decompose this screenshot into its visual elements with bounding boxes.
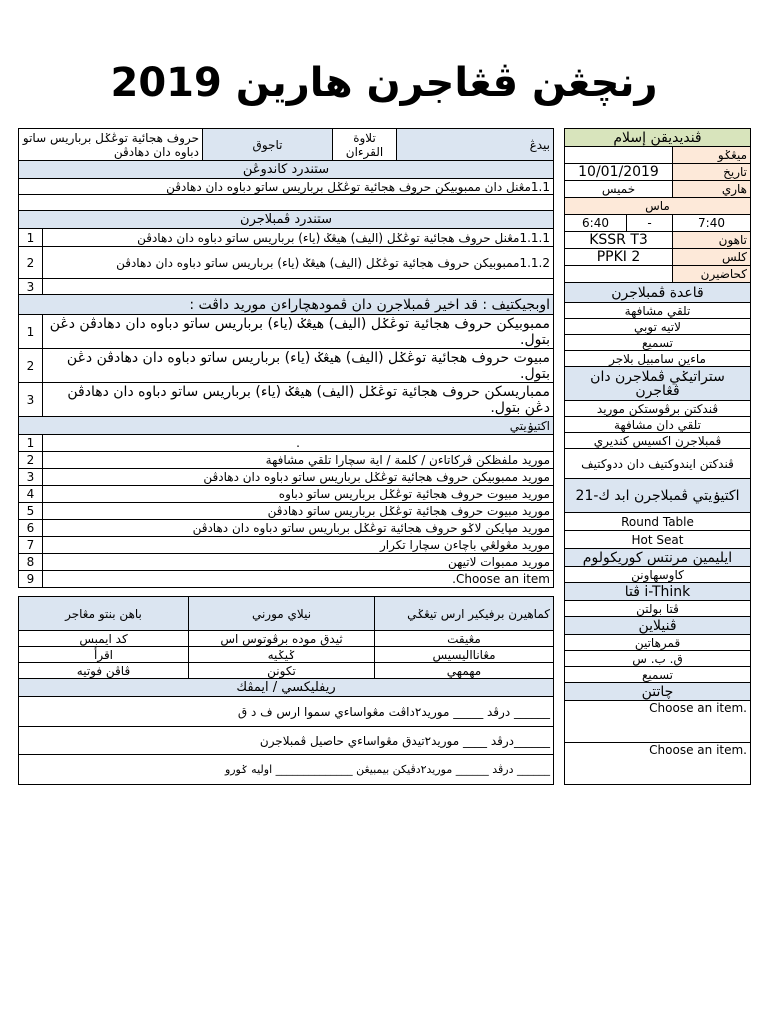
reflection-line: ______ درڤد ______ موريد٢دڤيكن بيمبيڠن ______________ اوليه ݢورو: [19, 755, 554, 785]
hots-item: مهمهي: [375, 663, 554, 679]
values-header: نيلاي مورني: [189, 597, 375, 631]
day-label: هاري: [673, 181, 751, 198]
notes-choose-item[interactable]: Choose an item.: [565, 743, 751, 785]
reflection-line: ______ درڤد _____ موريد٢داڤت مڠواساءي سموا ارس ف د ق: [19, 697, 554, 727]
teaching-aid-item: اقرأ: [19, 647, 189, 663]
date-label: تاريخ: [673, 164, 751, 181]
strategy-item: تلقي دان مشافهة: [565, 417, 751, 433]
notes-label: چاتتن: [565, 683, 751, 701]
time-separator: -: [627, 215, 673, 232]
objective-item: ممبوبيكن حروف هجائية توڠݢل (اليف) هيڠݢ (ياء) برباريس ساتو دباوه دان دهادڤن دڠن بتول.: [43, 315, 554, 349]
learning-standard-item: [43, 279, 554, 295]
learning-standard-item: 1.1.1مڠنل حروف هجائية توڠݢل (اليف) هيڠݢ (ياء) برباريس ساتو دباوه دان دهادڤن: [43, 229, 554, 247]
assessment-item: ق. ب. س: [565, 651, 751, 667]
notes-choose-item[interactable]: Choose an item.: [565, 701, 751, 743]
learning-standard-number: 2: [19, 247, 43, 279]
topic-label: تاجوق: [203, 129, 333, 161]
teaching-aids-header: باهن بنتو مڠاجر: [19, 597, 189, 631]
activity-number: 1: [19, 435, 43, 452]
time-label: ماس: [565, 198, 751, 215]
assessment-item: تسميع: [565, 667, 751, 683]
ithink-label: ڤتا i-Think: [565, 583, 751, 601]
page-title: رنچڠن ڤڠاجرن هارين 2019: [110, 60, 658, 106]
hots-header: كماهيرن برفيكير ارس تيڠݢي: [375, 597, 554, 631]
time-end: 7:40: [673, 215, 751, 232]
objective-number: 2: [19, 349, 43, 383]
hots-item: مڠيقت: [375, 631, 554, 647]
ithink-value: ڤتا بولتن: [565, 601, 751, 617]
assessment-label: ڤنيلاين: [565, 617, 751, 635]
activity-item: موريد ملفظكن ڤركاتاءن / كلمة / اية سچارا تلقي مشافهة: [43, 452, 554, 469]
pak21-label: اكتيۏيتي ڤمبلاجرن ابد ك-21: [565, 479, 751, 513]
subject-value: تلاوة القرءان: [333, 129, 397, 161]
value-item: تكونن: [189, 663, 375, 679]
side-info-table: [564, 128, 751, 785]
hots-item: مڠانااليسيس: [375, 647, 554, 663]
week-label: ميڠݢو: [673, 147, 751, 164]
eme-label: ايليمين مرنتس كوريكولوم: [565, 549, 751, 567]
day-value: خميس: [565, 181, 673, 198]
teaching-aid-item: ڤاڤن فوتيه: [19, 663, 189, 679]
method-item: ماءين سامبيل بلاجر: [565, 351, 751, 367]
method-item: تلقي مشافهة: [565, 303, 751, 319]
activity-item: موريد ممبوات لاتيهن: [43, 554, 554, 571]
activity-number: 9: [19, 571, 43, 588]
strategy-item: ڤندكتن ايندوكتيف دان ددوكتيف: [565, 449, 751, 479]
skills-table: [18, 596, 554, 785]
learning-standard-label: ستندرد ڤمبلاجرن: [19, 211, 554, 229]
strategy-item: ڤمبلاجرن اكسيس كنديري: [565, 433, 751, 449]
objective-item: ممباريسكن حروف هجائية توڠݢل (اليف) هيڠݢ (ياء) برباريس ساتو دباوه دان دهادڤن دڠن بتول.: [43, 383, 554, 417]
lesson-plan-table: [18, 128, 554, 588]
class-value: PPKI 2: [565, 249, 673, 266]
learning-standard-item: 1.1.2ممبوبيكن حروف هجائية توڠݢل (اليف) هيڠݢ (ياء) برباريس ساتو دباوه دان دهادڤن: [43, 247, 554, 279]
activity-item: موريد مبيوت حروف هجائية توڠݢل برباريس ساتو دهادڤن: [43, 503, 554, 520]
attendance-label: كحاضيرن: [673, 266, 751, 283]
learning-standard-number: 3: [19, 279, 43, 295]
objective-number: 1: [19, 315, 43, 349]
activity-label: اكتيۏيتي: [19, 417, 554, 435]
activity-number: 6: [19, 520, 43, 537]
method-item: لاتيه توبي: [565, 319, 751, 335]
time-start: 6:40: [565, 215, 627, 232]
activity-item: موريد مڠولڠي باچاءن سچارا تكرار: [43, 537, 554, 554]
activity-item: .: [43, 435, 554, 452]
activity-number: 3: [19, 469, 43, 486]
strategy-item: ڤندكتن برڤوستكن موريد: [565, 401, 751, 417]
assessment-item: قمرهاتين: [565, 635, 751, 651]
topic-value: حروف هجائية توڠݢل برباريس ساتو دباوه دان دهادڤن: [19, 129, 203, 161]
content-standard-text: 1.1مڠنل دان ممبوبيكن حروف هجائية توڠݢل برباريس ساتو دباوه دان دهادڤن: [19, 179, 554, 195]
date-value: 10/01/2019: [565, 164, 673, 181]
subject-label: بيدڠ: [397, 129, 554, 161]
activity-item: موريد ممبوبيكن حروف هجائية توڠݢل برباريس ساتو دباوه دان دهادڤن: [43, 469, 554, 486]
class-label: كلس: [673, 249, 751, 266]
eme-value: كاوسهاونن: [565, 567, 751, 583]
value-item: ݢيݢيه: [189, 647, 375, 663]
objective-number: 3: [19, 383, 43, 417]
year-label: تاهون: [673, 232, 751, 249]
reflection-label: ريفليكسي / ايمڤك: [19, 679, 554, 697]
method-label: قاعدة ڤمبلاجرن: [565, 283, 751, 303]
teaching-aid-item: كد ايمبس: [19, 631, 189, 647]
side-subject-title: ڤنديديقن إسلام: [565, 129, 751, 147]
value-item: ثيدق موده برڤوتوس اس: [189, 631, 375, 647]
learning-standard-number: 1: [19, 229, 43, 247]
activity-number: 8: [19, 554, 43, 571]
pak21-item: Hot Seat: [565, 531, 751, 549]
objective-item: مبيوت حروف هجائية توڠݢل (اليف) هيڠݢ (ياء) برباريس ساتو دباوه دان دهادڤن دڠن بتول.: [43, 349, 554, 383]
reflection-line: ______درڤد ____ موريد٢تيدق مڠواساءي حاصيل ڤمبلاجرن: [19, 727, 554, 755]
content-standard-label: ستندرد كاندوڠن: [19, 161, 554, 179]
method-item: تسميع: [565, 335, 751, 351]
activity-choose-item[interactable]: Choose an item.: [43, 571, 554, 588]
year-value: KSSR T3: [565, 232, 673, 249]
activity-number: 7: [19, 537, 43, 554]
activity-number: 5: [19, 503, 43, 520]
activity-item: موريد مبيوت حروف هجائية توڠݢل برباريس ساتو دباوه: [43, 486, 554, 503]
pak21-item: Round Table: [565, 513, 751, 531]
activity-number: 2: [19, 452, 43, 469]
activity-number: 4: [19, 486, 43, 503]
activity-item: موريد مپايكن لاݢو حروف هجائية توڠݢل برباريس ساتو دباوه دان دهادڤن: [43, 520, 554, 537]
objective-label: اوبجيكتيف : قد اخير ڤمبلاجرن دان ڤمودهچاراءن موريد داڤت :: [19, 295, 554, 315]
strategy-label: ستراتيݢي ڤملاجرن دان ڤڠاجرن: [565, 367, 751, 401]
